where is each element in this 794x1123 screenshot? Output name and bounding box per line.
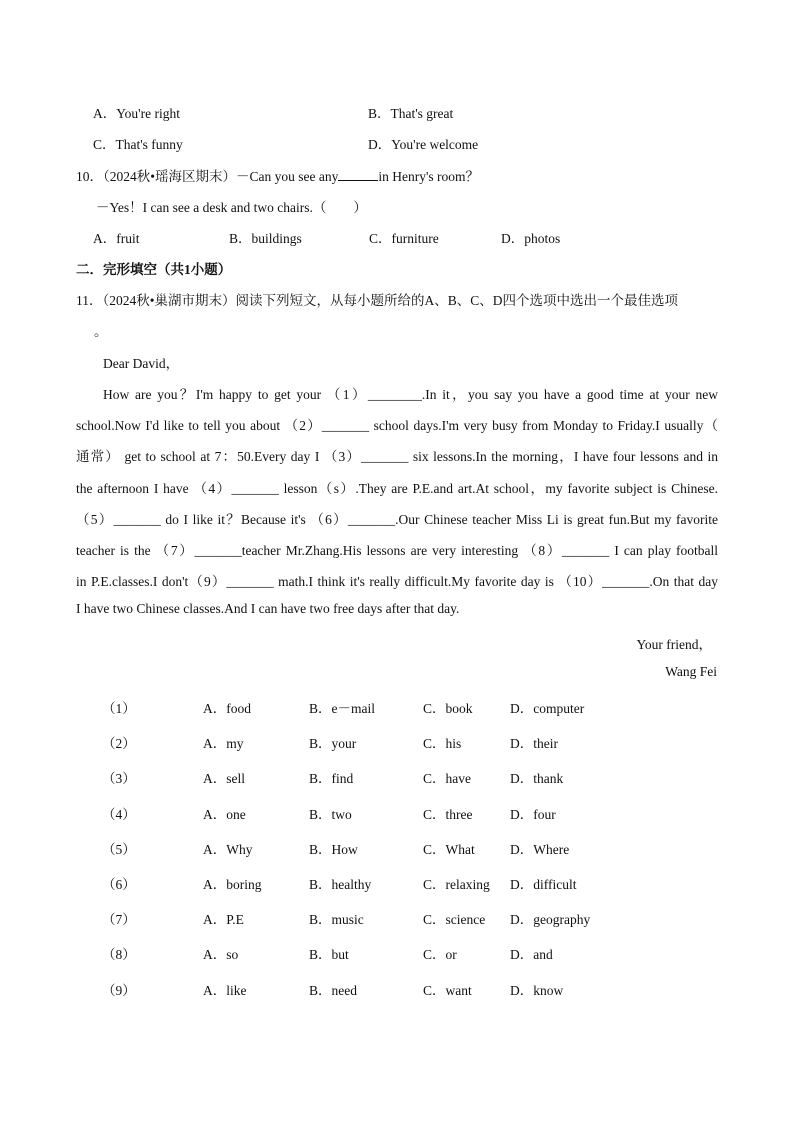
q10-option-b: B．buildings [229,231,302,246]
passage-line: school.Now I'd like to tell you about （2）_______ school days.I'm very busy from Monday to Friday.I usually（ [76,418,718,433]
choice-option-c: C．want [423,982,472,998]
choice-option-c: C．What [423,841,475,857]
choice-number: （9） [102,982,136,998]
passage-line: How are you？I'm happy to get your （1）________.In it，you say you have a good time at your new [103,387,718,402]
choice-number: （1） [102,701,136,716]
passage-line: in P.E.classes.I don't（9）_______ math.I think it's really difficult.My favorite day is （10）_______.On that day [76,574,718,589]
choice-option-a: A．one [203,806,246,822]
choice-row [0,943,794,963]
choice-row [0,803,794,823]
q10-option-d: D．photos [501,231,561,246]
choice-row [0,767,794,787]
choice-option-a: A．Why [203,841,253,857]
choice-option-b: B．two [309,806,352,822]
choice-option-d: D．computer [510,701,585,716]
q10-stem [76,165,479,185]
choice-option-c: C．book [423,701,473,716]
choice-option-b: B．How [309,841,358,857]
q10-answer-line: －Yes！I can see a desk and two chairs.（ ） [96,200,367,215]
choice-option-b: B．e－mail [309,701,375,716]
choice-number: （8） [102,947,136,963]
q10-stem-prefix: 10．（2024秋•瑶海区期末）－Can you see any [76,169,339,184]
choice-option-a: A．food [203,701,251,716]
choice-option-a: A．my [203,736,244,752]
choice-option-a: A．so [203,947,239,963]
choice-number: （4） [102,806,136,822]
choice-option-b: B．your [309,736,357,752]
choice-option-b: B．find [309,771,354,787]
choice-option-c: C．his [423,736,462,752]
choice-row [0,908,794,928]
choice-number: （5） [102,841,136,857]
q11-heading: 11．（2024秋•巢湖市期末）阅读下列短文，从每小题所给的A、B、C、D四个选项中选出一个最佳选项 [76,293,678,308]
passage-line: I have two Chinese classes.And I can have two free days after that day. [76,601,460,616]
passage-line: 通常） get to school at 7：50.Every day I （3）_______ six lessons.In the morning，I have four lessons and in [76,449,718,464]
choice-option-d: D．thank [510,771,564,787]
choice-option-c: C．have [423,771,471,787]
choice-row [0,873,794,893]
choice-option-b: B．need [309,982,357,998]
choice-option-c: C．or [423,947,457,963]
q9-option-a: A．You're right [93,106,180,121]
q11-heading-cont: 。 [94,324,108,339]
letter-salutation: Dear David， [103,356,180,371]
choice-number: （7） [102,912,136,928]
q9-option-c: C．That's funny [93,137,183,152]
choice-row [0,697,794,717]
q9-option-b: B．That's great [368,106,454,121]
passage-line: （5）_______ do I like it？Because it's （6）_______.Our Chinese teacher Miss Li is great fun.But my favorite [76,512,718,527]
choice-option-d: D．Where [510,841,570,857]
choice-row [0,732,794,752]
q10-option-a: A．fruit [93,231,140,246]
choice-option-b: B．but [309,947,349,963]
choice-option-d: D．geography [510,912,591,928]
choice-option-d: D．difficult [510,877,577,892]
passage-line: the afternoon I have （4）_______ lesson（s）.They are P.E.and art.At school，my favorite subject is Chinese. [76,481,718,496]
choice-option-a: A．P.E [203,912,244,928]
choice-option-d: D．their [510,736,558,752]
choice-option-d: D．four [510,806,556,822]
choice-option-a: A．sell [203,771,245,787]
passage-line: teacher is the （7）_______teacher Mr.Zhang.His lessons are very interesting （8）_______ I can play football [76,543,718,558]
letter-signature: Wang Fei [665,664,717,679]
choice-option-c: C．three [423,806,473,822]
q10-stem-suffix: in Henry's room？ [378,169,479,184]
choice-option-d: D．know [510,982,564,998]
choice-option-b: B．healthy [309,877,372,892]
choice-option-a: A．like [203,982,247,998]
choice-option-c: C．science [423,912,486,928]
letter-closing: Your friend， [636,637,712,652]
choice-number: （2） [102,736,136,752]
choice-option-d: D．and [510,947,553,963]
choice-number: （3） [102,771,136,787]
choice-option-b: B．music [309,912,364,928]
choice-option-a: A．boring [203,877,262,892]
choice-number: （6） [102,877,136,892]
q10-option-c: C．furniture [369,231,439,246]
q9-option-d: D．You're welcome [368,137,479,152]
section-title: 二．完形填空（共1小题） [76,262,232,277]
q10-blank [338,168,378,181]
choice-row [0,979,794,999]
choice-row [0,838,794,858]
choice-option-c: C．relaxing [423,877,490,892]
